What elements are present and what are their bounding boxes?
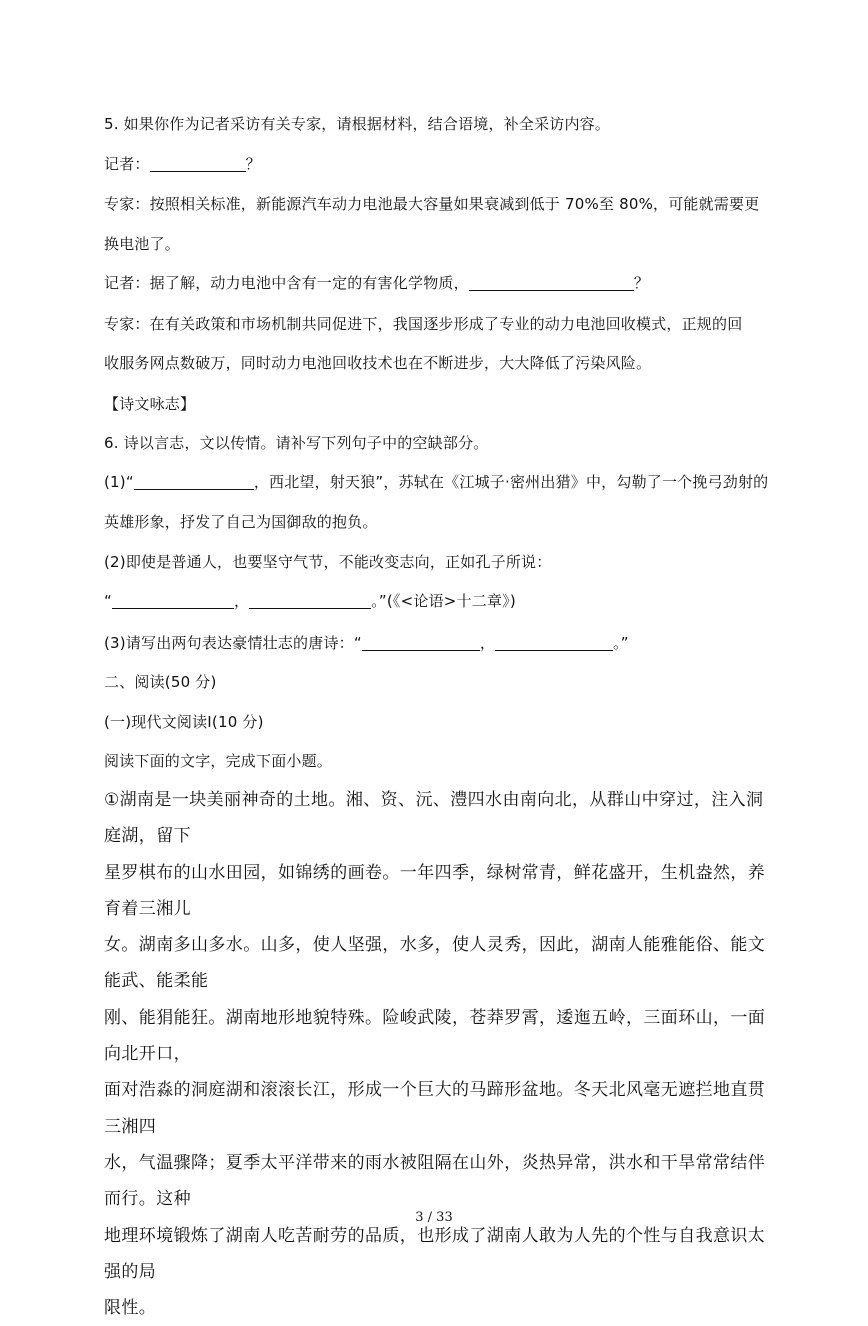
passage-line: 面对浩淼的洞庭湖和滚滚长江，形成一个巨大的马蹄形盆地。冬天北风毫无遮拦地直贯三湘四: [104, 1080, 766, 1137]
reporter-question-2: [104, 272, 649, 294]
question-6-part-1: [104, 471, 768, 493]
passage-line: 水，气温骤降；夏季太平洋带来的雨水被阻隔在山外，炎热异常，洪水和干旱常常结伴而行。这种: [104, 1152, 766, 1210]
close-quote: 。”: [613, 634, 629, 652]
answer-blank[interactable]: [495, 634, 613, 651]
part-1-start: (1)“: [104, 473, 134, 491]
reading-instruction: 阅读下面的文字，完成下面小题。: [104, 752, 333, 770]
answer-blank[interactable]: [112, 592, 234, 609]
passage-line: 限性。: [104, 1298, 157, 1319]
question-mark: ？: [245, 155, 261, 173]
comma: ，: [233, 592, 250, 610]
open-quote: “: [104, 592, 112, 610]
answer-blank[interactable]: [134, 473, 254, 490]
page-number: 3 / 33: [415, 1210, 453, 1225]
expert-answer-2-line-1: 专家：在有关政策和市场机制共同促进下，我国逐步形成了专业的动力电池回收模式，正规的回: [104, 315, 743, 333]
passage-line: 女。湖南多山多水。山多，使人坚强，水多，使人灵秀，因此，湖南人能雅能俗、能文能武、能柔能: [104, 935, 766, 992]
passage-line: 地理环境锻炼了湖南人吃苦耐劳的品质，也形成了湖南人敢为人先的个性与自我意识太强的局: [104, 1225, 766, 1282]
answer-blank[interactable]: [249, 592, 371, 609]
passage-line: 星罗棋布的山水田园，如锦绣的画卷。一年四季，绿树常青，鲜花盛开，生机盎然，养育着三湘儿: [104, 862, 766, 919]
section-heading-reading: 二、阅读(50 分): [104, 673, 217, 691]
answer-blank[interactable]: [469, 274, 634, 291]
reporter-text: 记者：据了解，动力电池中含有一定的有害化学物质，: [104, 274, 469, 292]
question-5-prompt: 5. 如果你作为记者采访有关专家，请根据材料，结合语境，补全采访内容。: [104, 115, 611, 133]
part-3-text: (3)请写出两句表达豪情壮志的唐诗：“: [104, 634, 362, 652]
expert-answer-2-line-2: 收服务网点数破万，同时动力电池回收技术也在不断进步，大大降低了污染风险。: [104, 354, 652, 372]
reporter-label: 记者：: [104, 155, 150, 173]
comma: ，: [479, 634, 496, 652]
question-mark: ？: [633, 274, 650, 292]
answer-blank[interactable]: [362, 634, 480, 651]
question-6-part-2-blanks: [104, 590, 516, 612]
reporter-question-1: [104, 153, 261, 175]
reading-passage: [104, 782, 768, 1326]
question-6-part-1-line-2: 英雄形象，抒发了自己为国御敌的抱负。: [104, 513, 378, 531]
answer-blank[interactable]: [150, 155, 246, 172]
subsection-heading: (一)现代文阅读Ⅰ(10 分): [104, 713, 264, 731]
question-6-part-2: (2)即使是普通人，也要坚守气节，不能改变志向，正如孔子所说：: [104, 553, 552, 571]
question-6-prompt: 6. 诗以言志，文以传情。请补写下列句子中的空缺部分。: [104, 434, 489, 452]
expert-answer-1-line-2: 换电池了。: [104, 235, 181, 253]
passage-line: 刚、能狷能狂。湖南地形地貌特殊。险峻武陵，苍莽罗霄，逶迤五岭，三面环山，一面向北开口，: [104, 1007, 766, 1065]
expert-answer-1-line-1: 专家：按照相关标准，新能源汽车动力电池最大容量如果衰减到低于 70%至 80%，可能就需要更: [104, 195, 760, 213]
passage-line: ①湖南是一块美丽神奇的土地。湘、资、沅、澧四水由南向北，从群山中穿过，注入洞庭湖，留下: [104, 790, 764, 847]
source-reference: 。”(《<论语>十二章》): [371, 592, 516, 610]
part-1-text: ，西北望，射天狼”，苏轼在《江城子·密州出猎》中，勾勒了一个挽弓劲射的: [253, 473, 769, 491]
question-6-part-3: [104, 632, 629, 654]
section-heading-poetry: 【诗文咏志】: [104, 395, 196, 413]
